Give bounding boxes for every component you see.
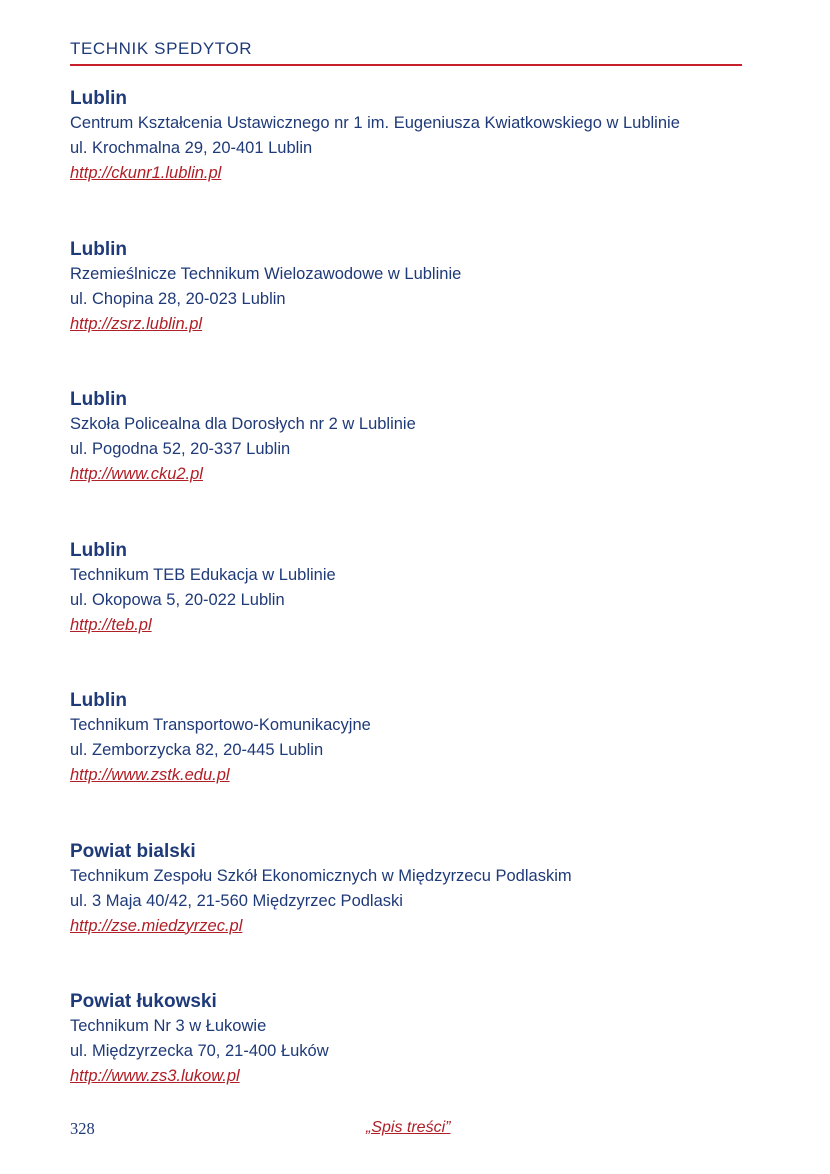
entry-website-link[interactable]: http://www.cku2.pl	[70, 465, 203, 483]
entry-school-name: Szkoła Policealna dla Dorosłych nr 2 w Lublinie	[70, 415, 416, 433]
entry-region: Lublin	[70, 389, 127, 410]
entry-region: Powiat łukowski	[70, 991, 217, 1012]
entry-website-link[interactable]: http://ckunr1.lublin.pl	[70, 164, 222, 182]
entry-address: ul. 3 Maja 40/42, 21-560 Międzyrzec Podlaski	[70, 891, 403, 910]
school-list	[70, 86, 770, 1140]
entry-website-link[interactable]: http://zse.miedzyrzec.pl	[70, 916, 243, 935]
page-header-title: TECHNIK SPEDYTOR	[70, 39, 253, 58]
entry-region: Powiat bialski	[70, 840, 196, 862]
entry-website-link[interactable]: http://teb.pl	[70, 615, 152, 634]
entry-address: ul. Krochmalna 29, 20-401 Lublin	[70, 139, 313, 157]
entry-school-name: Technikum Transportowo-Komunikacyjne	[70, 716, 371, 734]
entry-website-link[interactable]: http://www.zs3.lukow.pl	[70, 1067, 240, 1085]
entry-website-link[interactable]: http://www.zstk.edu.pl	[70, 766, 230, 784]
entry-region: Lublin	[70, 539, 127, 561]
entry-region: Lublin	[70, 88, 127, 109]
header-divider	[70, 64, 742, 66]
school-entry	[70, 387, 770, 538]
entry-school-name: Technikum Zespołu Szkół Ekonomicznych w Międzyrzecu Podlaskim	[70, 866, 572, 885]
school-entry	[70, 989, 770, 1140]
entry-school-name: Rzemieślnicze Technikum Wielozawodowe w Lublinie	[70, 264, 462, 283]
school-entry	[70, 237, 770, 388]
entry-address: ul. Zemborzycka 82, 20-445 Lublin	[70, 741, 324, 759]
entry-region: Lublin	[70, 690, 127, 711]
entry-region: Lublin	[70, 238, 127, 260]
entry-address: ul. Pogodna 52, 20-337 Lublin	[70, 440, 291, 458]
entry-address: ul. Okopowa 5, 20-022 Lublin	[70, 590, 285, 609]
entry-school-name: Centrum Kształcenia Ustawicznego nr 1 im. Eugeniusza Kwiatkowskiego w Lublinie	[70, 114, 680, 132]
school-entry	[70, 688, 770, 839]
school-entry	[70, 86, 770, 237]
entry-website-link[interactable]: http://zsrz.lublin.pl	[70, 314, 203, 333]
entry-school-name: Technikum TEB Edukacja w Lublinie	[70, 565, 336, 584]
table-of-contents-link[interactable]: „Spis treści”	[366, 1119, 451, 1136]
page-number: 328	[70, 1119, 95, 1138]
school-entry	[70, 538, 770, 689]
entry-address: ul. Międzyrzecka 70, 21-400 Łuków	[70, 1042, 329, 1060]
entry-address: ul. Chopina 28, 20-023 Lublin	[70, 289, 286, 308]
school-entry	[70, 839, 770, 990]
entry-school-name: Technikum Nr 3 w Łukowie	[70, 1017, 267, 1035]
